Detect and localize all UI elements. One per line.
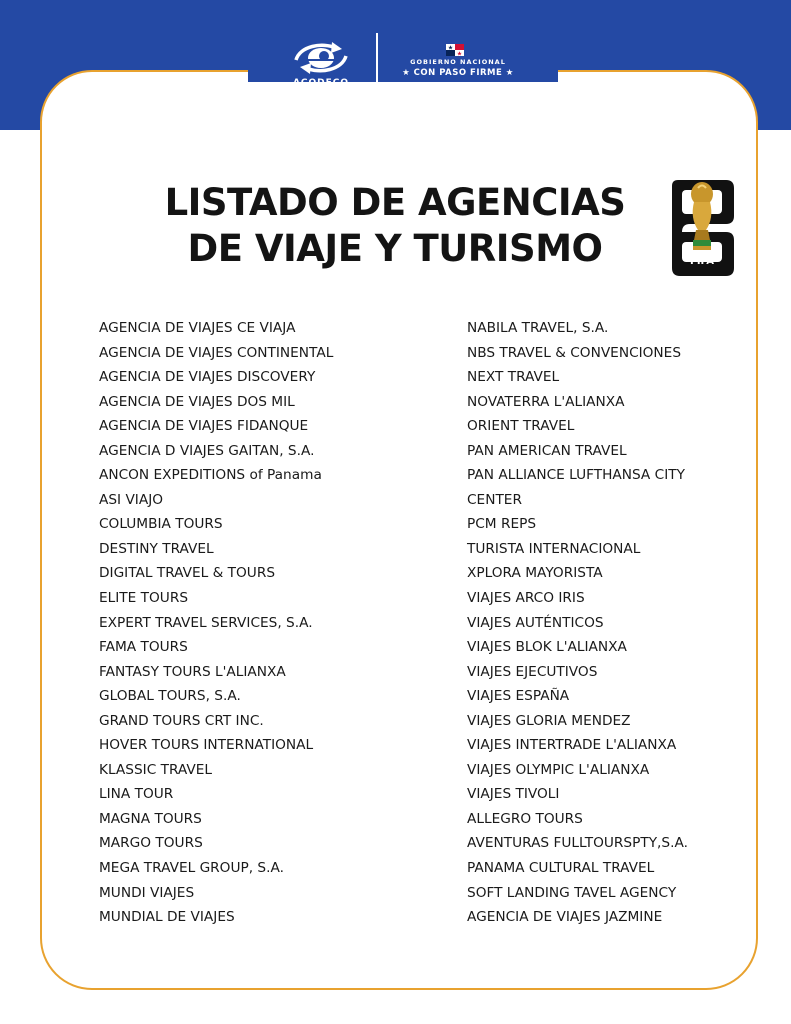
list-item: AGENCIA D VIAJES GAITAN, S.A. (99, 442, 315, 459)
list-item: MEGA TRAVEL GROUP, S.A. (99, 860, 284, 877)
list-item: AVENTURAS FULLTOURSPTY,S.A. (467, 835, 688, 852)
list-item: MUNDI VIAJES (99, 884, 195, 901)
list-item: AGENCIA DE VIAJES FIDANQUE (99, 418, 309, 435)
list-item: VIAJES ARCO IRIS (467, 590, 585, 607)
list-item: ELITE TOURS (99, 590, 189, 607)
list-item: VIAJES EJECUTIVOS (467, 663, 598, 680)
list-item: VIAJES ESPAÑA (467, 688, 570, 705)
gobierno-line1: GOBIERNO NACIONAL (410, 58, 506, 66)
list-item: KLASSIC TRAVEL (99, 761, 213, 778)
list-item: PANAMA CULTURAL TRAVEL (467, 860, 655, 877)
list-item: ANCON EXPEDITIONS of Panama (99, 467, 322, 484)
acodeco-eye-icon (286, 38, 356, 78)
list-item: VIAJES OLYMPIC L'ALIANXA (467, 761, 650, 778)
title-line1: LISTADO DE AGENCIAS (164, 181, 626, 224)
list-item: VIAJES TIVOLI (467, 786, 560, 803)
list-item: AGENCIA DE VIAJES CONTINENTAL (99, 344, 334, 361)
list-item: GLOBAL TOURS, S.A. (99, 688, 241, 705)
title-line2: DE VIAJE Y TURISMO (187, 227, 603, 270)
list-item: DIGITAL TRAVEL & TOURS (99, 565, 276, 582)
agency-list-right (467, 316, 757, 930)
list-item: FAMA TOURS (99, 639, 188, 656)
fifa-world-cup-badge (668, 180, 736, 276)
list-item: VIAJES AUTÉNTICOS (467, 614, 604, 631)
list-item: NEXT TRAVEL (467, 369, 560, 386)
list-item: FANTASY TOURS L'ALIANXA (99, 663, 286, 680)
list-item: MARGO TOURS (99, 835, 203, 852)
list-item: ALLEGRO TOURS (467, 810, 583, 827)
list-item: TURISTA INTERNACIONAL (467, 540, 641, 557)
list-item: NBS TRAVEL & CONVENCIONES (467, 344, 682, 361)
list-item: PAN AMERICAN TRAVEL (467, 442, 627, 459)
acodeco-logo (286, 38, 356, 94)
list-item: XPLORA MAYORISTA (467, 565, 603, 582)
list-item: ASI VIAJO (99, 491, 164, 508)
header-divider (376, 33, 378, 99)
list-item: NOVATERRA L'ALIANXA (467, 393, 625, 410)
list-item: MAGNA TOURS (99, 810, 202, 827)
list-item: HOVER TOURS INTERNATIONAL (99, 737, 314, 754)
list-item: AGENCIA DE VIAJES CE VIAJA (99, 320, 296, 336)
list-item: AGENCIA DE VIAJES DOS MIL (99, 393, 295, 410)
gobierno-line2: ★ CON PASO FIRME ★ (402, 68, 514, 78)
list-item: PCM REPS (467, 516, 537, 533)
acodeco-label: ACODECO (292, 78, 350, 88)
list-item: ORIENT TRAVEL (467, 418, 575, 435)
list-item: PAN ALLIANCE LUFTHANSA CITY (467, 467, 685, 484)
list-item: CENTER (467, 491, 522, 508)
list-item: GRAND TOURS CRT INC. (99, 712, 264, 729)
list-item: VIAJES BLOK L'ALIANXA (467, 639, 627, 656)
list-item: EXPERT TRAVEL SERVICES, S.A. (99, 614, 313, 631)
list-item: SOFT LANDING TAVEL AGENCY (467, 884, 677, 901)
page-title (130, 180, 660, 272)
list-item: DESTINY TRAVEL (99, 540, 214, 557)
list-item: NABILA TRAVEL, S.A. (467, 320, 609, 336)
list-item: VIAJES GLORIA MENDEZ (467, 712, 631, 729)
fifa-label: FIFA (690, 256, 714, 267)
agency-list-left (99, 316, 449, 930)
list-item: AGENCIA DE VIAJES DISCOVERY (99, 369, 316, 386)
list-item: MUNDIAL DE VIAJES (99, 909, 235, 926)
list-item: AGENCIA DE VIAJES JAZMINE (467, 909, 663, 926)
list-item: VIAJES INTERTRADE L'ALIANXA (467, 737, 677, 754)
panama-flag-icon (446, 44, 464, 56)
list-item: LINA TOUR (99, 786, 174, 803)
list-item: COLUMBIA TOURS (99, 516, 223, 533)
gobierno-logo (394, 42, 522, 82)
